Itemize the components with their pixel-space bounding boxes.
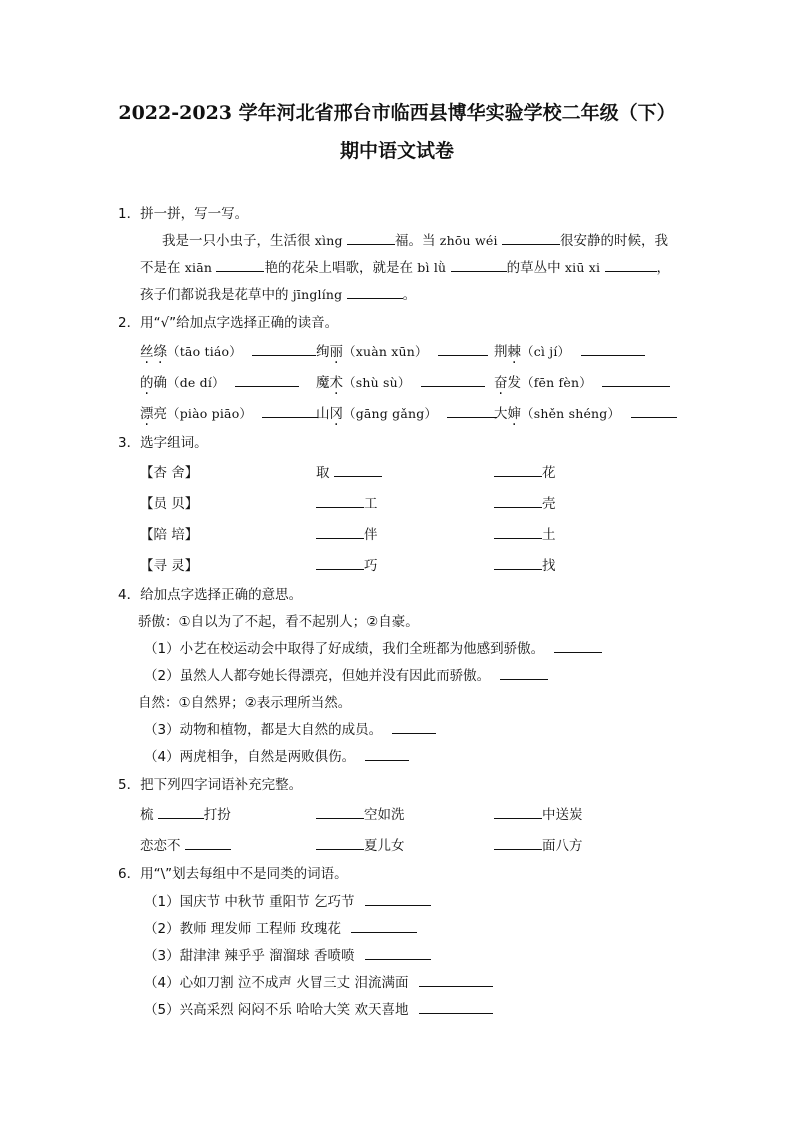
answer-blank[interactable] <box>447 404 497 418</box>
q6-group <box>144 890 431 910</box>
q3-char: 壳 <box>542 496 556 512</box>
pinyin: jīnglíng <box>292 287 343 302</box>
word-char-dotted: 丽 <box>329 344 343 360</box>
answer-blank[interactable] <box>494 463 542 477</box>
answer-blank[interactable] <box>316 525 364 539</box>
q3-char: 取 <box>316 465 330 481</box>
q3-char: 找 <box>542 558 556 574</box>
q2-title: 2．用“√”给加点字选择正确的读音。 <box>118 315 339 331</box>
answer-blank[interactable] <box>316 556 364 570</box>
sentence-text: （1）小艺在校运动会中取得了好成绩，我们全班都为他感到骄傲。 <box>144 641 545 657</box>
pinyin-options: （de dí） <box>167 375 225 390</box>
answer-blank[interactable] <box>494 525 542 539</box>
q2-item <box>316 402 497 422</box>
pinyin: xiān <box>184 260 213 275</box>
pinyin: xìng <box>314 233 343 248</box>
idiom-item <box>316 803 405 823</box>
idiom-part: 空如洗 <box>364 807 405 823</box>
word-char: 荆 <box>494 344 508 360</box>
q1-text: 不是在 <box>140 260 181 276</box>
q6-title: 6．用“\”划去每组中不是同类的词语。 <box>118 866 348 882</box>
answer-blank[interactable] <box>252 342 316 356</box>
q1-line1 <box>162 229 668 249</box>
word-char: 大 <box>494 406 508 422</box>
word-char-dotted: 棘 <box>507 344 521 360</box>
answer-blank[interactable] <box>216 258 264 272</box>
answer-blank[interactable] <box>351 919 417 933</box>
word-char-dotted: 冈 <box>329 406 343 422</box>
answer-blank[interactable] <box>631 404 677 418</box>
idiom-part: 中送炭 <box>542 807 583 823</box>
answer-blank[interactable] <box>419 1000 493 1014</box>
sentence-text: （2）虽然人人都夸她长得漂亮，但她并没有因此而骄傲。 <box>144 668 491 684</box>
answer-blank[interactable] <box>347 285 403 299</box>
q4-sentence-4 <box>144 745 409 765</box>
q1-text: 孩子们都说我是花草中的 <box>140 287 289 303</box>
q3-blank-b <box>494 554 556 574</box>
pinyin-options: （tāo tiáo） <box>167 344 242 359</box>
answer-blank[interactable] <box>494 556 542 570</box>
idiom-item <box>140 803 231 823</box>
q3-label: 【杏 舍】 <box>140 465 199 481</box>
word-group: （3）甜津津 辣乎乎 溜溜球 香喷喷 <box>144 948 355 964</box>
q1-line3 <box>140 283 416 303</box>
q4-sentence-2 <box>144 664 548 684</box>
q3-char: 工 <box>364 496 378 512</box>
q3-title: 3．选字组词。 <box>118 435 208 451</box>
q1-text: 艳的花朵上唱歌，就是在 <box>264 260 413 276</box>
answer-blank[interactable] <box>316 805 364 819</box>
defined-word: 自然 <box>138 695 165 711</box>
idiom-part: 梳 <box>140 807 154 823</box>
pinyin: bì lǜ <box>417 260 447 275</box>
definition-text: ：①自以为了不起，看不起别人；②自豪。 <box>165 614 419 630</box>
word-char: 魔 <box>316 375 330 391</box>
word-char-dotted: 漂 <box>140 406 154 422</box>
q3-blank-b <box>494 492 556 512</box>
pinyin-options: （shù sù） <box>343 375 411 390</box>
answer-blank[interactable] <box>602 373 670 387</box>
answer-blank[interactable] <box>438 342 488 356</box>
q3-char: 伴 <box>364 527 378 543</box>
answer-blank[interactable] <box>262 404 318 418</box>
answer-blank[interactable] <box>235 373 299 387</box>
answer-blank[interactable] <box>494 494 542 508</box>
q2-item <box>316 340 488 360</box>
q1-text: 。 <box>402 287 417 303</box>
q3-blank-a <box>316 461 382 481</box>
word-char-dotted: 术 <box>329 375 343 391</box>
q2-item <box>316 371 485 391</box>
answer-blank[interactable] <box>347 231 395 245</box>
q1-title: 1．拼一拼，写一写。 <box>118 206 249 222</box>
q1-text: 福。当 <box>395 233 436 249</box>
answer-blank[interactable] <box>392 720 436 734</box>
q4-title: 4．给加点字选择正确的意思。 <box>118 587 303 603</box>
q6-group <box>144 998 493 1018</box>
answer-blank[interactable] <box>419 973 493 987</box>
q2-item <box>140 402 318 422</box>
q2-item <box>140 371 299 391</box>
answer-blank[interactable] <box>334 463 382 477</box>
idiom-item <box>140 834 231 854</box>
idiom-part: 面八方 <box>542 838 583 854</box>
q4-sentence-1 <box>144 637 602 657</box>
pinyin-options: （piào piāo） <box>167 406 253 421</box>
answer-blank[interactable] <box>451 258 507 272</box>
pinyin-options: （xuàn xūn） <box>343 344 428 359</box>
answer-blank[interactable] <box>421 373 485 387</box>
q3-blank-b <box>494 523 556 543</box>
q6-group <box>144 917 417 937</box>
word-char-dotted: 婶 <box>507 406 521 422</box>
word-char: 山 <box>316 406 330 422</box>
q3-blank-a <box>316 554 378 574</box>
pinyin-options: （gāng gǎng） <box>343 406 438 421</box>
word-char-dotted: 的 <box>140 375 154 391</box>
q4-definition-1 <box>138 610 419 630</box>
answer-blank[interactable] <box>554 639 602 653</box>
q3-label: 【陪 培】 <box>140 527 199 543</box>
q1-text: 我是一只小虫子，生活很 <box>162 233 311 249</box>
q2-item <box>494 340 645 360</box>
q4-definition-2 <box>138 691 351 711</box>
word-group: （5）兴高采烈 闷闷不乐 哈哈大笑 欢天喜地 <box>144 1002 409 1018</box>
answer-blank[interactable] <box>494 805 542 819</box>
answer-blank[interactable] <box>494 836 542 850</box>
pinyin: xiū xi <box>564 260 601 275</box>
pinyin: zhōu wéi <box>439 233 498 248</box>
pinyin-options: （cì jí） <box>521 344 571 359</box>
q3-label: 【寻 灵】 <box>140 558 199 574</box>
exam-title-line1: 2022-2023 学年河北省邢台市临西县博华实验学校二年级（下） <box>118 102 676 124</box>
word-group: （4）心如刀割 泣不成声 火冒三丈 泪流满面 <box>144 975 409 991</box>
q6-group <box>144 971 493 991</box>
idiom-item <box>316 834 405 854</box>
q3-blank-a <box>316 523 378 543</box>
idiom-part: 恋恋不 <box>140 838 181 854</box>
q6-group <box>144 944 431 964</box>
answer-blank[interactable] <box>500 666 548 680</box>
idiom-part: 夏儿女 <box>364 838 405 854</box>
word-char: 发 <box>507 375 521 391</box>
word-char-dotted: 奋 <box>494 375 508 391</box>
pinyin-options: （fēn fèn） <box>521 375 592 390</box>
q1-text: 的草丛中 <box>506 260 561 276</box>
answer-blank[interactable] <box>365 892 431 906</box>
word-char: 确 <box>153 375 167 391</box>
answer-blank[interactable] <box>502 231 560 245</box>
answer-blank[interactable] <box>316 836 364 850</box>
q4-sentence-3 <box>144 718 436 738</box>
word-char: 丝 <box>140 344 154 360</box>
q1-text: 很安静的时候，我 <box>559 233 668 249</box>
word-char-dotted: 绦 <box>153 344 167 360</box>
q2-item <box>140 340 316 360</box>
word-group: （2）教师 理发师 工程师 玫瑰花 <box>144 921 341 937</box>
q3-blank-b <box>494 461 556 481</box>
answer-blank[interactable] <box>365 747 409 761</box>
q2-item <box>494 371 670 391</box>
sentence-text: （4）两虎相争，自然是两败俱伤。 <box>144 749 356 765</box>
q1-line2 <box>140 256 670 276</box>
answer-blank[interactable] <box>316 494 364 508</box>
answer-blank[interactable] <box>158 805 204 819</box>
answer-blank[interactable] <box>581 342 645 356</box>
q3-label: 【员 贝】 <box>140 496 199 512</box>
q5-title: 5．把下列四字词语补充完整。 <box>118 777 303 793</box>
pinyin-options: （shěn shéng） <box>521 406 621 421</box>
defined-word: 骄傲 <box>138 614 165 630</box>
answer-blank[interactable] <box>365 946 431 960</box>
idiom-part: 打扮 <box>203 807 231 823</box>
answer-blank[interactable] <box>185 836 231 850</box>
q3-char: 巧 <box>364 558 378 574</box>
q3-char: 土 <box>542 527 556 543</box>
word-char: 绚 <box>316 344 330 360</box>
answer-blank[interactable] <box>605 258 657 272</box>
q1-text: ， <box>656 260 670 276</box>
q3-blank-a <box>316 492 378 512</box>
word-group: （1）国庆节 中秋节 重阳节 乞巧节 <box>144 894 355 910</box>
idiom-item <box>494 834 583 854</box>
word-char: 亮 <box>153 406 167 422</box>
definition-text: ：①自然界；②表示理所当然。 <box>165 695 352 711</box>
q2-item <box>494 402 677 422</box>
idiom-item <box>494 803 583 823</box>
q3-char: 花 <box>542 465 556 481</box>
exam-title-line2: 期中语文试卷 <box>339 140 454 162</box>
sentence-text: （3）动物和植物，都是大自然的成员。 <box>144 722 383 738</box>
